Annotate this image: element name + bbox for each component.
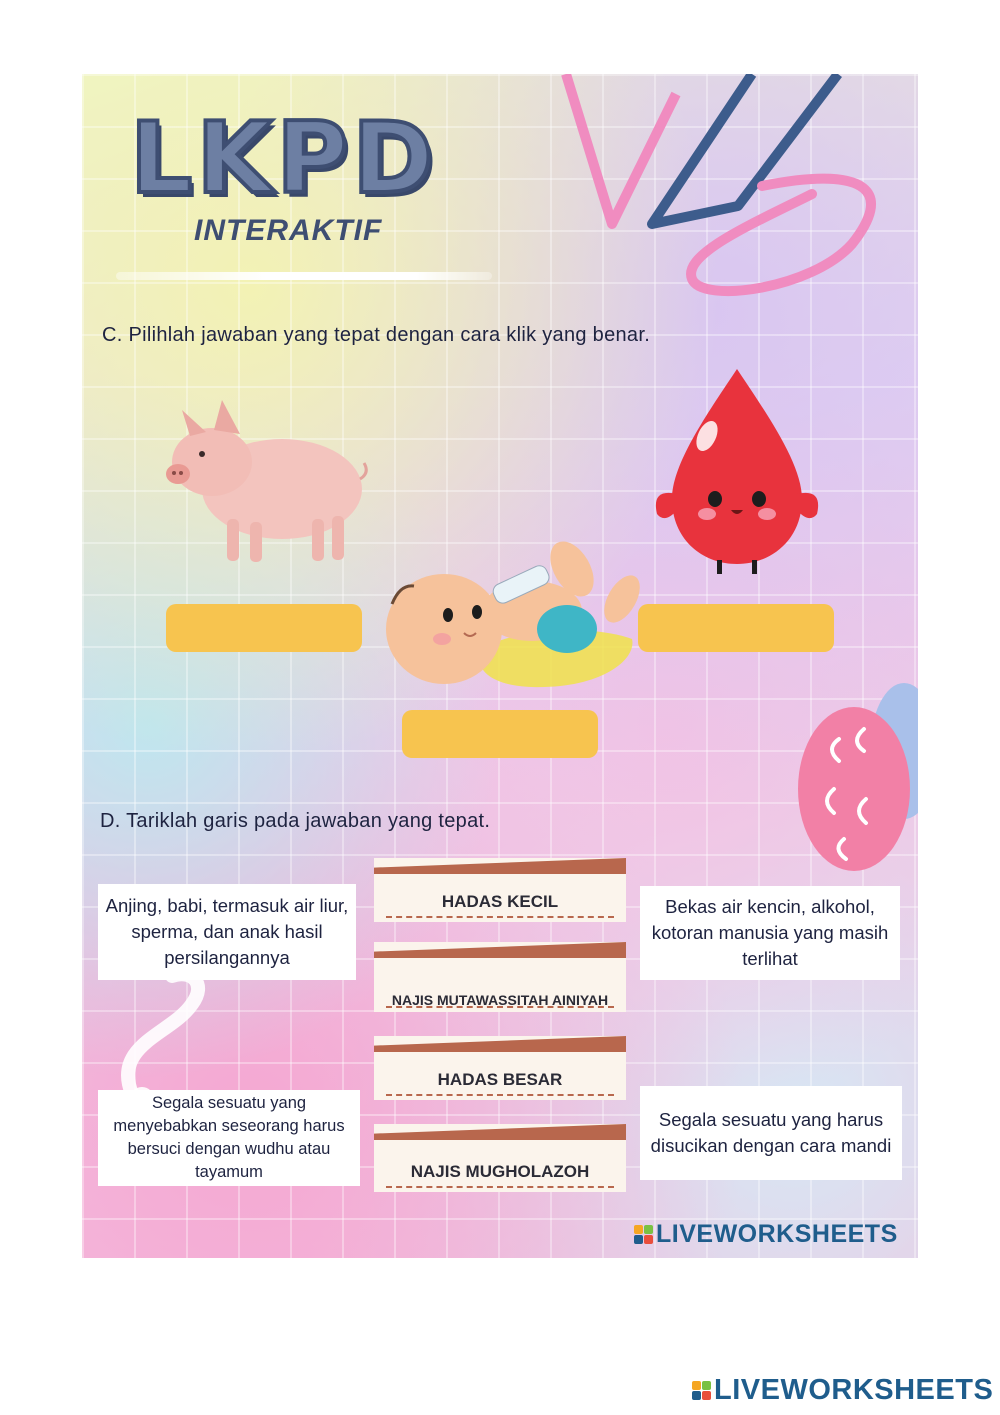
term-ribbon: [374, 858, 626, 874]
term-hadas-kecil[interactable]: [374, 858, 626, 922]
left-card-1-text: Anjing, babi, termasuk air liur, sperma, dan anak hasil persilangannya: [105, 895, 349, 968]
brand-mark-icon: [634, 1225, 653, 1244]
term-hadas-besar-label: HADAS BESAR: [437, 1070, 563, 1090]
term-ribbon: [374, 1124, 626, 1140]
blood-drop-illustration: [637, 364, 837, 579]
page-title: LKPD: [130, 102, 438, 216]
baby-urine-illustration: [382, 529, 642, 699]
term-najis-mugholazoh-label: NAJIS MUGHOLAZOH: [410, 1162, 590, 1182]
answer-box-baby[interactable]: [402, 710, 598, 758]
section-c-instruction: C. Pilihlah jawaban yang tepat dengan cara klik yang benar.: [102, 324, 651, 346]
term-ribbon: [374, 1036, 626, 1052]
term-ribbon: [374, 942, 626, 958]
right-card-1-text: Bekas air kencin, alkohol, kotoran manusia yang masih terlihat: [651, 896, 889, 969]
sheet-brand-name: LIVEWORKSHEETS: [656, 1220, 898, 1248]
left-card-2-text: Segala sesuatu yang menyebabkan seseorang harus bersuci dengan wudhu atau tayamum: [113, 1093, 345, 1182]
left-card-2[interactable]: [98, 1090, 360, 1186]
right-card-2[interactable]: [640, 1086, 902, 1180]
sheet-brand-logo: [634, 1220, 898, 1249]
page-subtitle: INTERAKTIF: [194, 214, 383, 247]
answer-box-pig[interactable]: [166, 604, 362, 652]
footer-brand-logo[interactable]: [692, 1374, 993, 1407]
worksheet-page: [82, 74, 918, 1258]
left-card-1[interactable]: [98, 884, 356, 980]
brand-mark-icon: [692, 1381, 711, 1400]
footer-brand-name: LIVEWORKSHEETS: [714, 1374, 994, 1406]
decorative-lines: [552, 74, 918, 314]
title-underline: [116, 272, 492, 280]
term-najis-mugholazoh[interactable]: [374, 1124, 626, 1192]
brain-decoration: [794, 679, 918, 879]
term-najis-mutawassitah[interactable]: [374, 942, 626, 1012]
section-d-instruction: D. Tariklah garis pada jawaban yang tepat.: [100, 810, 491, 832]
term-hadas-kecil-label: HADAS KECIL: [441, 892, 559, 912]
term-najis-mutawassitah-label: NAJIS MUTAWASSITAH AINIYAH: [391, 991, 609, 1008]
right-card-2-text: Segala sesuatu yang harus disucikan dengan cara mandi: [650, 1109, 892, 1156]
right-card-1[interactable]: [640, 886, 900, 980]
pig-illustration: [162, 394, 372, 569]
answer-box-blood[interactable]: [638, 604, 834, 652]
term-hadas-besar[interactable]: [374, 1036, 626, 1100]
